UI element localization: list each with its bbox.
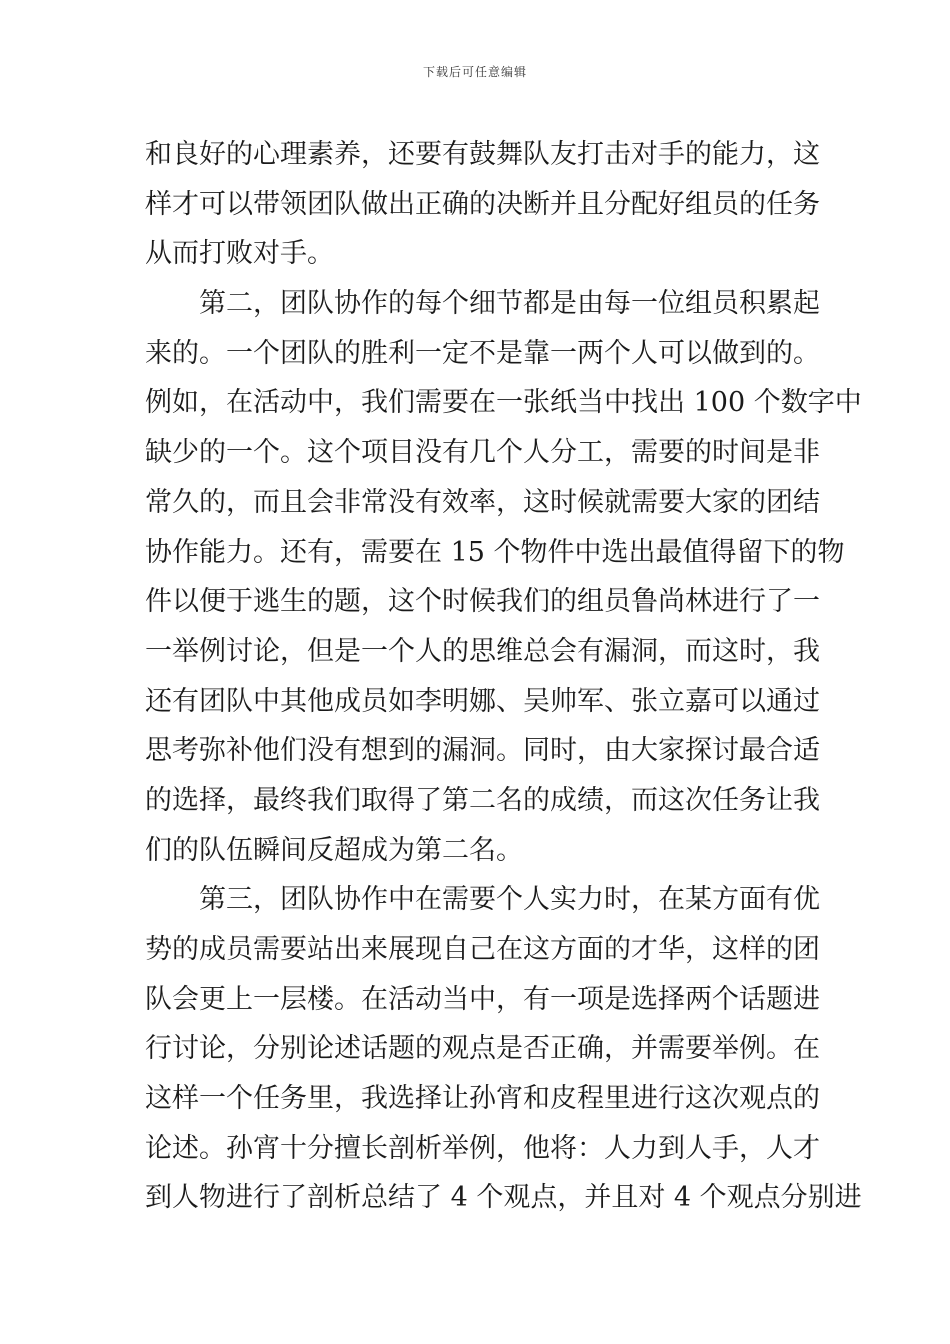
text-line: 一举例讨论，但是一个人的思维总会有漏洞，而这时，我 xyxy=(145,635,820,667)
text-line: 例如，在活动中，我们需要在一张纸当中找出 100 个数字中 xyxy=(145,387,862,419)
text-line: 第二，团队协作的每个细节都是由每一位组员积累起 xyxy=(199,288,820,320)
text-line: 行讨论，分别论述话题的观点是否正确，并需要举例。在 xyxy=(145,1033,820,1065)
text-line: 们的队伍瞬间反超成为第二名。 xyxy=(145,834,523,866)
text-line: 常久的，而且会非常没有效率，这时候就需要大家的团结 xyxy=(145,486,820,518)
text-line: 和良好的心理素养，还要有鼓舞队友打击对手的能力，这 xyxy=(145,139,820,170)
page-header: 下载后可任意编辑 xyxy=(422,65,527,79)
text-line: 从而打败对手。 xyxy=(145,238,334,270)
text-line: 这样一个任务里，我选择让孙宵和皮程里进行这次观点的 xyxy=(145,1083,820,1115)
text-line: 到人物进行了剖析总结了 4 个观点，并且对 4 个观点分别进 xyxy=(145,1182,862,1214)
text-line: 样才可以带领团队做出正确的决断并且分配好组员的任务 xyxy=(145,188,820,220)
text-line: 的选择，最终我们取得了第二名的成绩，而这次任务让我 xyxy=(145,784,820,816)
text-line: 来的。一个团队的胜利一定不是靠一两个人可以做到的。 xyxy=(145,337,820,369)
text-line: 论述。孙宵十分擅长剖析举例，他将：人力到人手，人才 xyxy=(145,1132,820,1164)
text-line: 思考弥补他们没有想到的漏洞。同时，由大家探讨最合适 xyxy=(145,735,820,767)
text-line: 缺少的一个。这个项目没有几个人分工，需要的时间是非 xyxy=(145,437,820,469)
text-line: 还有团队中其他成员如李明娜、吴帅军、张立嘉可以通过 xyxy=(145,685,820,717)
body-text xyxy=(145,130,862,1223)
text-line: 第三，团队协作中在需要个人实力时，在某方面有优 xyxy=(199,884,820,916)
text-line: 件以便于逃生的题，这个时候我们的组员鲁尚林进行了一 xyxy=(145,586,820,618)
text-line: 队会更上一层楼。在活动当中，有一项是选择两个话题进 xyxy=(145,983,820,1015)
text-line: 势的成员需要站出来展现自己在这方面的才华，这样的团 xyxy=(145,934,820,965)
text-line: 协作能力。还有，需要在 15 个物件中选出最值得留下的物 xyxy=(145,536,845,568)
